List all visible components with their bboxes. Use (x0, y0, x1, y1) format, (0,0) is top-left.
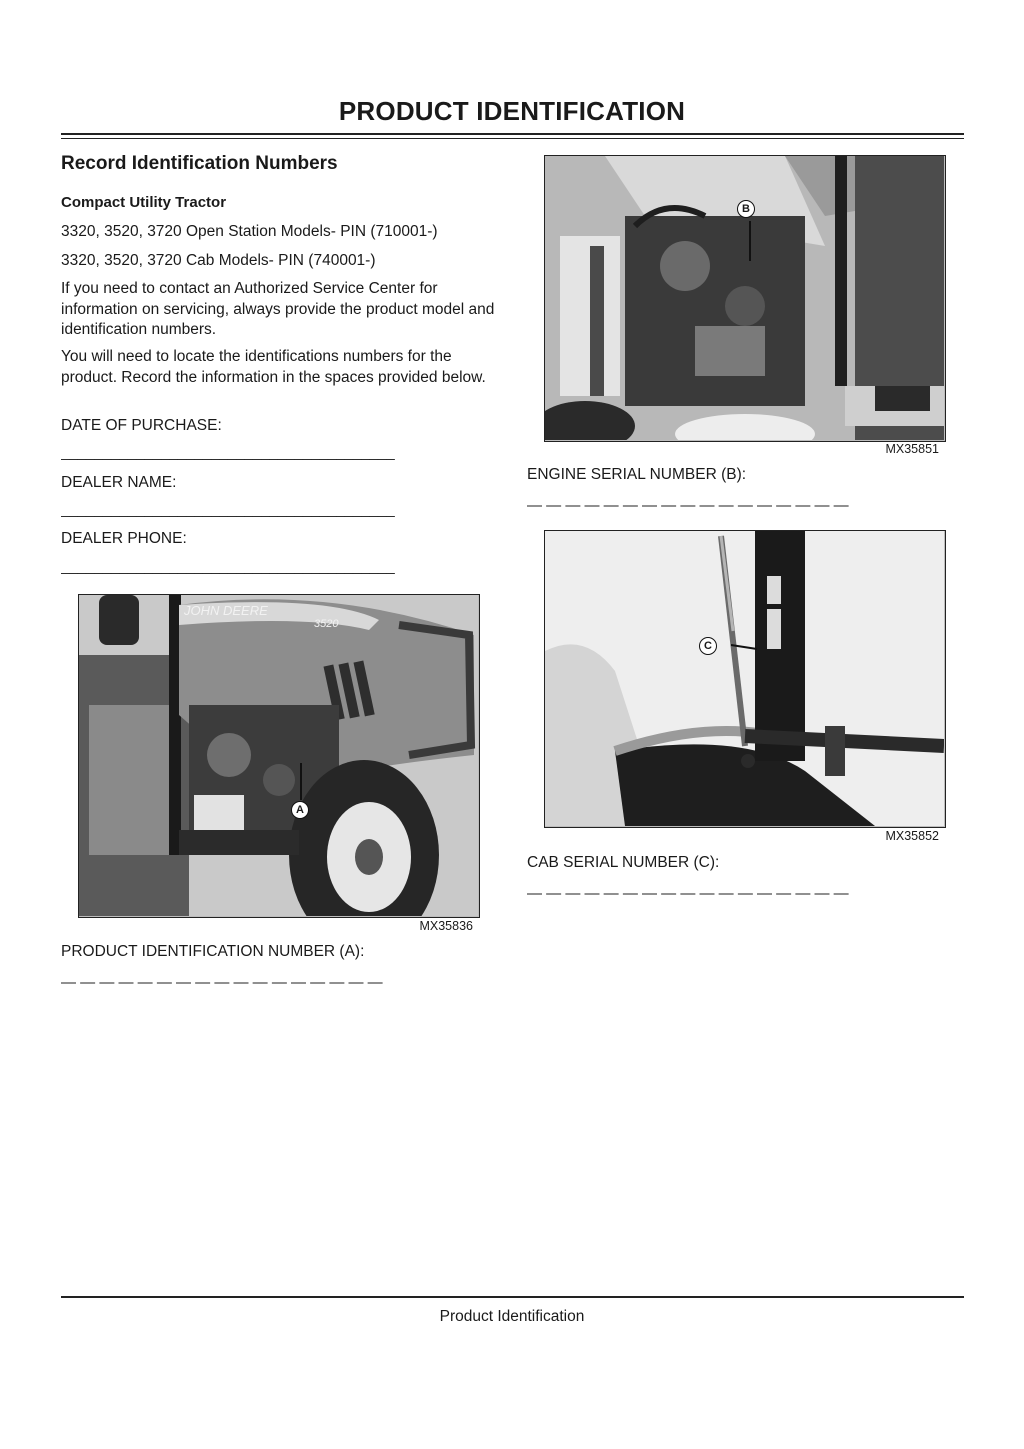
engine-figure-id: MX35851 (885, 442, 939, 456)
locate-paragraph: You will need to locate the identifications numbers for the product. Record the information in the spaces provided below. (61, 348, 486, 386)
dealer-name-label: DEALER NAME: (61, 474, 177, 491)
section-heading: Record Identification Numbers (61, 153, 338, 174)
date-of-purchase-line: ________________________________________ (61, 444, 395, 461)
header-rule-thin (61, 138, 964, 139)
cab-figure-id: MX35852 (885, 829, 939, 843)
tractor-model-text: 3520 (314, 618, 339, 630)
tractor-figure-id: MX35836 (419, 919, 473, 933)
date-of-purchase-label: DATE OF PURCHASE: (61, 417, 222, 434)
footer-rule (61, 1296, 964, 1298)
sub-heading: Compact Utility Tractor (61, 194, 227, 211)
dealer-name-line: ________________________________________ (61, 501, 395, 518)
page-title: PRODUCT IDENTIFICATION (338, 96, 686, 126)
engine-photo (544, 155, 946, 442)
cab-serial-blanks: — — — — — — — — — — — — — — — — — (527, 885, 849, 902)
tractor-brand-text: JOHN DEERE (184, 603, 268, 618)
engine-serial-label: ENGINE SERIAL NUMBER (B): (527, 466, 747, 483)
callout-b: B (737, 200, 755, 218)
pin-blanks: — — — — — — — — — — — — — — — — — (61, 974, 383, 991)
contact-paragraph: If you need to contact an Authorized Service Center for information on servicing, always provide the product model and identification numbers. (61, 280, 495, 338)
models-open-station: 3320, 3520, 3720 Open Station Models- PIN (710001-) (61, 223, 438, 240)
footer-text: Product Identification (439, 1308, 585, 1325)
cab-serial-label: CAB SERIAL NUMBER (C): (527, 854, 720, 871)
tractor-photo (78, 594, 480, 918)
callout-a: A (291, 801, 309, 819)
header-rule (61, 133, 964, 135)
engine-serial-blanks: — — — — — — — — — — — — — — — — — (527, 497, 849, 514)
models-cab: 3320, 3520, 3720 Cab Models- PIN (740001-) (61, 252, 376, 269)
dealer-phone-line: ________________________________________ (61, 558, 395, 575)
pin-label: PRODUCT IDENTIFICATION NUMBER (A): (61, 943, 365, 960)
callout-c: C (699, 637, 717, 655)
cab-photo (544, 530, 946, 828)
dealer-phone-label: DEALER PHONE: (61, 530, 187, 547)
